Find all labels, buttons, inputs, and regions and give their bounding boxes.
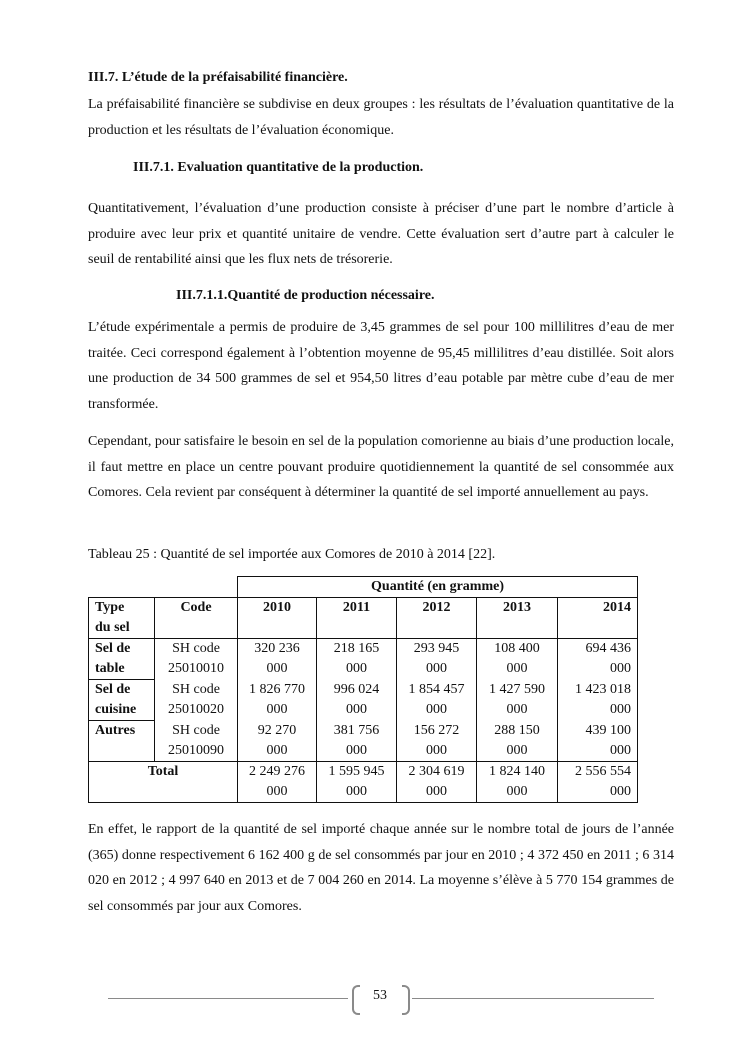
section-heading: III.7. L’étude de la préfaisabilité financière. <box>88 70 348 85</box>
value-cell: 92 270 000 <box>238 721 317 762</box>
right-brace-icon <box>402 985 410 1015</box>
value-cell: 996 024 000 <box>317 680 397 721</box>
value-cell: 1 423 018 000 <box>558 680 638 721</box>
table-header-row <box>89 598 638 639</box>
salt-import-table <box>88 576 638 803</box>
type-cell: Autres <box>89 721 155 762</box>
value-cell: 108 400 000 <box>477 639 558 680</box>
conclusion-paragraph: En effet, le rapport de la quantité de sel importé chaque année sur le nombre total de jours de l’année (365) donne respectivement 6 162 400 g de sel consommés par jour en 2010 ; 4 372 450 en 2011 ; 6 314 020 en 2012 ; 4 997 640 en 2013 et de 7 004 260 en 2014. La moyenne s’élève à 5 770 154 grammes de sel consommés par jour aux Comores. <box>88 822 674 915</box>
table-row <box>89 680 638 721</box>
total-cell: 2 304 619 000 <box>397 761 477 802</box>
code-header: Code <box>155 598 238 639</box>
year-header: 2010 <box>238 598 317 639</box>
value-cell: 439 100 000 <box>558 721 638 762</box>
value-cell: 1 826 770 000 <box>238 680 317 721</box>
value-cell: 218 165 000 <box>317 639 397 680</box>
total-cell: 2 249 276 000 <box>238 761 317 802</box>
year-header: 2012 <box>397 598 477 639</box>
year-header: 2014 <box>558 598 638 639</box>
value-cell: 156 272 000 <box>397 721 477 762</box>
type-cell: Sel de table <box>89 639 155 680</box>
table-total-row <box>89 761 638 802</box>
table-row <box>89 721 638 762</box>
subsubsection-heading: III.7.1.1.Quantité de production nécessaire. <box>176 288 435 303</box>
code-cell: SH code 25010090 <box>155 721 238 762</box>
page-number: 53 <box>373 988 387 1003</box>
experimental-paragraph: L’étude expérimentale a permis de produire de 3,45 grammes de sel pour 100 millilitres d’eau de mer traitée. Ceci correspond également à l’obtention moyenne de 95,45 millilitres d’eau distillée. Soit alors une production de 34 500 grammes de sel et 954,50 litres d’eau potable par mètre cube d’eau de mer transformée. <box>88 320 674 413</box>
type-header: Type du sel <box>89 598 155 639</box>
left-brace-icon <box>352 985 360 1015</box>
table-caption: Tableau 25 : Quantité de sel importée aux Comores de 2010 à 2014 [22]. <box>88 547 496 562</box>
table-row <box>89 639 638 680</box>
table-group-header-row <box>89 577 638 598</box>
value-cell: 381 756 000 <box>317 721 397 762</box>
subsection-heading: III.7.1. Evaluation quantitative de la production. <box>133 160 424 175</box>
code-cell: SH code 25010020 <box>155 680 238 721</box>
type-cell: Sel de cuisine <box>89 680 155 721</box>
value-cell: 1 854 457 000 <box>397 680 477 721</box>
total-cell: 1 595 945 000 <box>317 761 397 802</box>
code-cell: SH code 25010010 <box>155 639 238 680</box>
value-cell: 320 236 000 <box>238 639 317 680</box>
year-header: 2011 <box>317 598 397 639</box>
total-label: Total <box>89 761 238 802</box>
intro-paragraph: La préfaisabilité financière se subdivise en deux groupes : les résultats de l’évaluation quantitative de la production et les résultats de l’évaluation économique. <box>88 97 674 138</box>
total-cell: 2 556 554 000 <box>558 761 638 802</box>
quantitative-paragraph: Quantitativement, l’évaluation d’une production consiste à préciser d’une part le nombre d’article à produire avec leur prix et quantité unitaire de vendre. Cette évaluation sert d’autre part à calculer le seuil de rentabilité ainsi que les flux nets de trésorerie. <box>88 201 674 268</box>
value-cell: 694 436 000 <box>558 639 638 680</box>
value-cell: 293 945 000 <box>397 639 477 680</box>
value-cell: 1 427 590 000 <box>477 680 558 721</box>
quantity-group-header: Quantité (en gramme) <box>238 577 638 598</box>
needs-paragraph: Cependant, pour satisfaire le besoin en sel de la population comorienne au biais d’une production locale, il faut mettre en place un centre pouvant produire quotidiennement la quantité de sel consommée aux Comores. Cela revient par conséquent à déterminer la quantité de sel importé annuellement au pays. <box>88 434 674 501</box>
year-header: 2013 <box>477 598 558 639</box>
total-cell: 1 824 140 000 <box>477 761 558 802</box>
footer-rule-right <box>412 998 654 999</box>
footer-rule-left <box>108 998 348 999</box>
value-cell: 288 150 000 <box>477 721 558 762</box>
